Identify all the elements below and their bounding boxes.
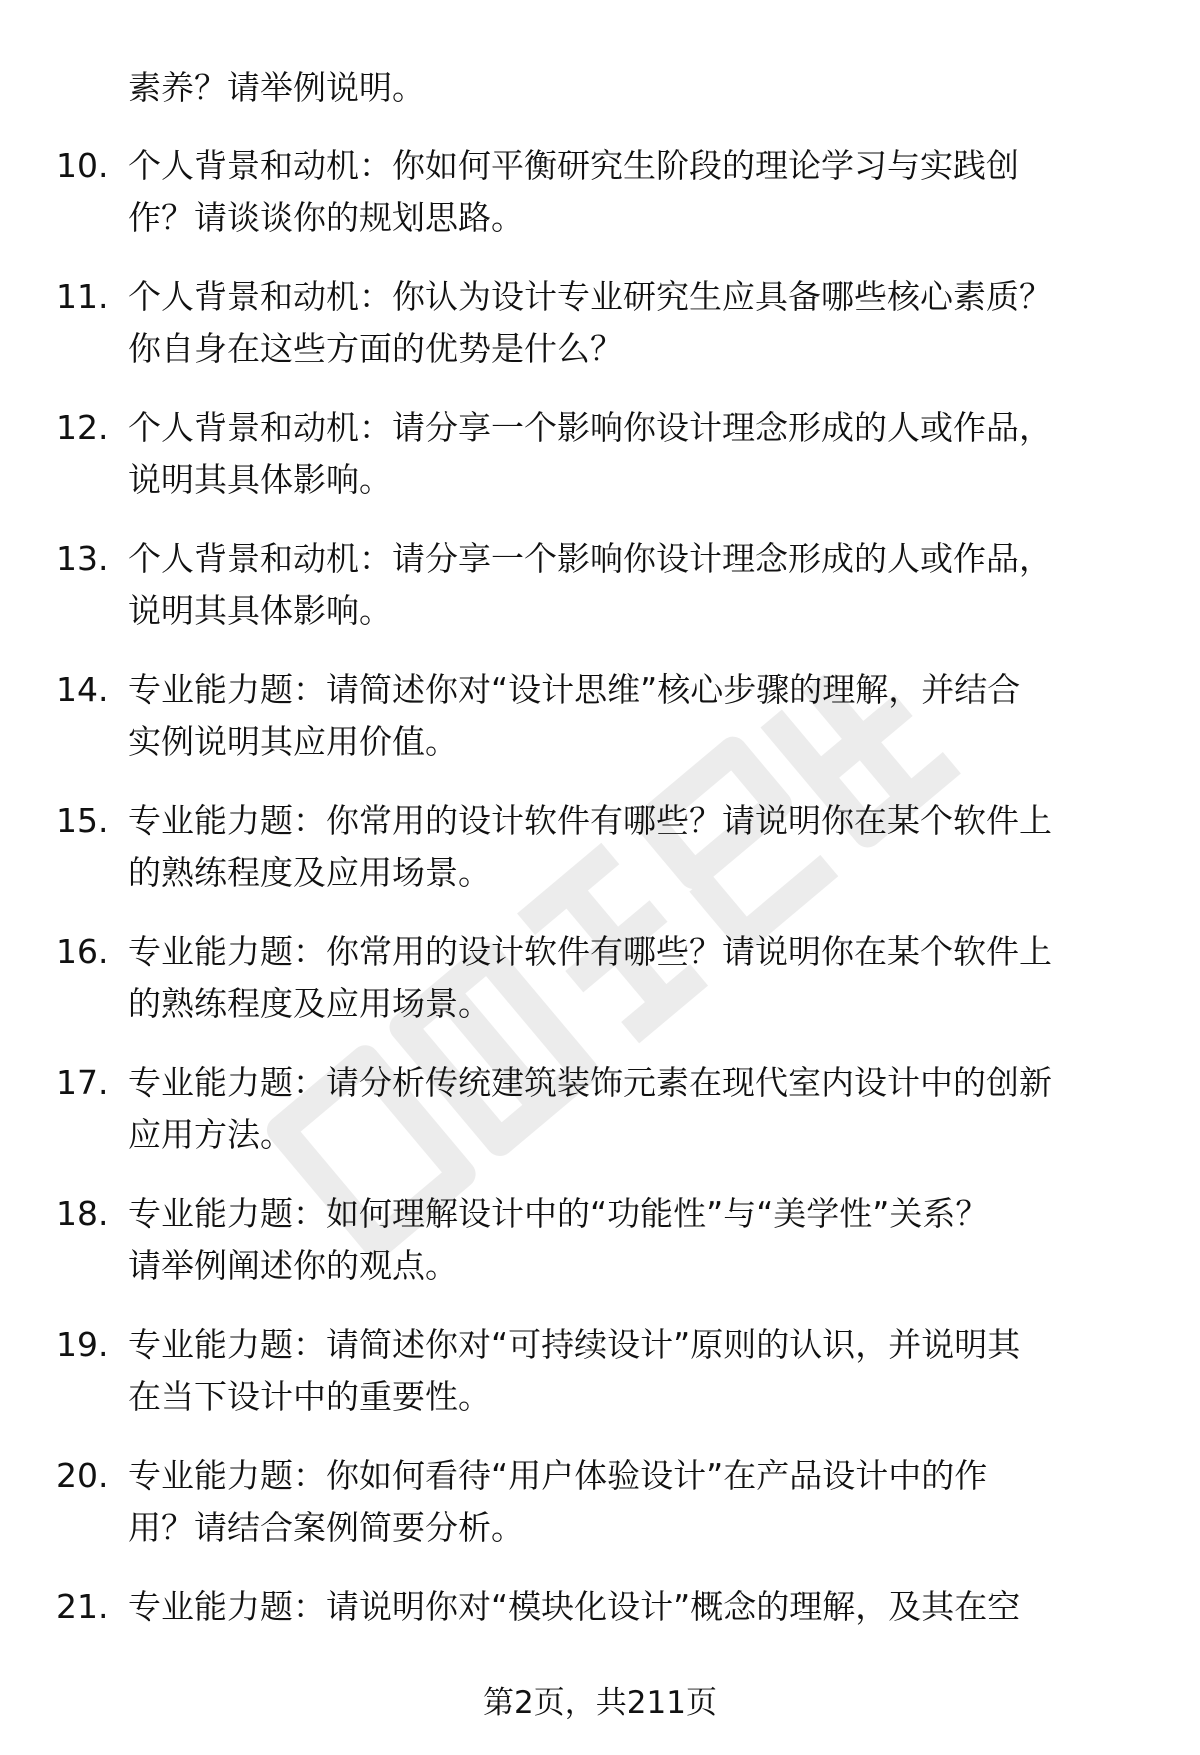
question-item <box>0 664 1200 795</box>
question-list <box>0 140 1200 1712</box>
question-item <box>0 271 1200 402</box>
question-text <box>128 533 1138 637</box>
question-text <box>128 1450 1138 1554</box>
question-line: 个人背景和动机：你如何平衡研究生阶段的理论学习与实践创 <box>128 146 1019 185</box>
question-number: 10. <box>56 146 109 185</box>
question-number: 17. <box>56 1063 109 1102</box>
question-item <box>0 1450 1200 1581</box>
question-text <box>128 795 1138 899</box>
question-line: 请举例阐述你的观点。 <box>128 1246 458 1285</box>
question-number: 13. <box>56 539 109 578</box>
question-item <box>0 926 1200 1057</box>
question-line: 在当下设计中的重要性。 <box>128 1377 491 1416</box>
question-line: 的熟练程度及应用场景。 <box>128 984 491 1023</box>
question-line: 个人背景和动机：请分享一个影响你设计理念形成的人或作品， <box>128 539 1052 578</box>
question-text <box>128 1319 1138 1423</box>
question-number: 11. <box>56 277 109 316</box>
question-text <box>128 1188 1138 1292</box>
question-line: 个人背景和动机：你认为设计专业研究生应具备哪些核心素质？ <box>128 277 1052 316</box>
question-line: 专业能力题：你如何看待“用户体验设计”在产品设计中的作 <box>128 1456 988 1495</box>
question-text <box>128 140 1138 244</box>
question-number: 12. <box>56 408 109 447</box>
question-line: 专业能力题：如何理解设计中的“功能性”与“美学性”关系？ <box>128 1194 989 1233</box>
question-line: 说明其具体影响。 <box>128 460 392 499</box>
question-item <box>0 140 1200 271</box>
continuation-text: 素养？请举例说明。 <box>128 68 425 107</box>
question-text <box>128 271 1138 375</box>
question-line: 的熟练程度及应用场景。 <box>128 853 491 892</box>
question-item <box>0 402 1200 533</box>
question-number: 16. <box>56 932 109 971</box>
question-text <box>128 664 1138 768</box>
question-line: 专业能力题：请简述你对“设计思维”核心步骤的理解，并结合 <box>128 670 1021 709</box>
question-line: 用？请结合案例简要分析。 <box>128 1508 524 1547</box>
question-item <box>0 1057 1200 1188</box>
question-line: 专业能力题：请简述你对“可持续设计”原则的认识，并说明其 <box>128 1325 1021 1364</box>
question-text <box>128 926 1138 1030</box>
question-line: 应用方法。 <box>128 1115 293 1154</box>
question-item <box>0 795 1200 926</box>
question-number: 18. <box>56 1194 109 1233</box>
question-line: 专业能力题：请分析传统建筑装饰元素在现代室内设计中的创新 <box>128 1063 1052 1102</box>
question-number: 19. <box>56 1325 109 1364</box>
question-item <box>0 1319 1200 1450</box>
page-number-footer: 第2页，共211页 <box>483 1685 717 1721</box>
question-number: 21. <box>56 1587 109 1626</box>
question-line: 说明其具体影响。 <box>128 591 392 630</box>
question-line: 个人背景和动机：请分享一个影响你设计理念形成的人或作品， <box>128 408 1052 447</box>
question-line: 实例说明其应用价值。 <box>128 722 458 761</box>
question-text <box>128 402 1138 506</box>
question-line: 作？请谈谈你的规划思路。 <box>128 198 524 237</box>
question-text <box>128 1581 1138 1633</box>
question-item <box>0 533 1200 664</box>
question-text <box>128 1057 1138 1161</box>
question-line: 专业能力题：你常用的设计软件有哪些？请说明你在某个软件上 <box>128 932 1052 971</box>
question-number: 15. <box>56 801 109 840</box>
question-number: 14. <box>56 670 109 709</box>
question-line: 专业能力题：请说明你对“模块化设计”概念的理解，及其在空 <box>128 1587 1021 1626</box>
question-number: 20. <box>56 1456 109 1495</box>
question-item <box>0 1188 1200 1319</box>
question-line: 你自身在这些方面的优势是什么？ <box>128 329 623 368</box>
question-line: 专业能力题：你常用的设计软件有哪些？请说明你在某个软件上 <box>128 801 1052 840</box>
